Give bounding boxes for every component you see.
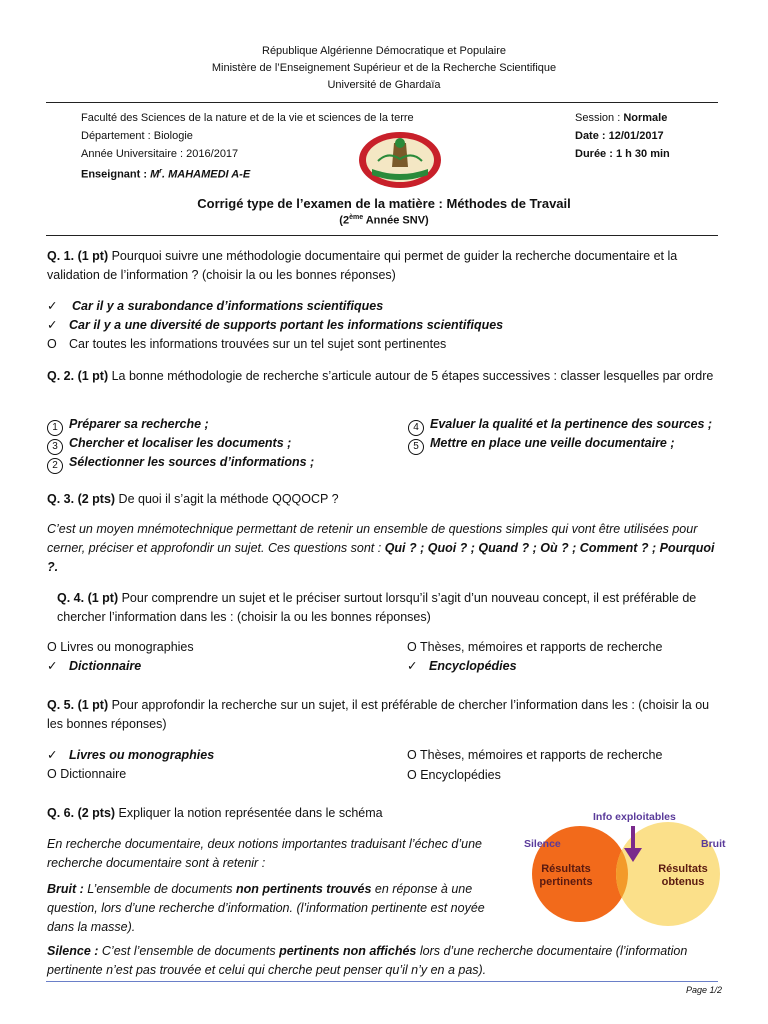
q6-bruit: Bruit : L’ensemble de documents non pertinents trouvés en réponse à une question, lors d’une recherche d’information. (l’information pertinente est noyée dans la masse). xyxy=(47,882,485,934)
q1-option-1: ✓ Car il y a surabondance d’informations scientifiques xyxy=(47,299,384,313)
country-line: République Algérienne Démocratique et Populaire xyxy=(262,45,506,57)
ministry-line: Ministère de l’Enseignement Supérieur et de la Recherche Scientifique xyxy=(211,62,557,74)
q4-option-1: O Livres ou monographies xyxy=(47,640,194,654)
q2-step-5: 5 Mettre en place une veille documentaire ; xyxy=(408,434,675,455)
diagram-label-info: Info exploitables xyxy=(593,811,676,823)
question-5: Q. 5. (1 pt) Pour approfondir la recherche sur un sujet, il est préférable de chercher l’information dans les : (choisir la ou les bonnes réponses) xyxy=(47,698,710,731)
university-line: Université de Ghardaïa xyxy=(327,79,441,91)
q4-option-3: O Thèses, mémoires et rapports de recherche xyxy=(407,640,663,654)
exam-subtitle: (2ème Année SNV) xyxy=(339,214,429,227)
q5-option-2: O Dictionnaire xyxy=(47,767,127,781)
title-rule xyxy=(46,235,718,236)
question-3: Q. 3. (2 pts) De quoi il s’agit la méthode QQQOCP ? xyxy=(47,492,339,506)
header-rule xyxy=(46,102,718,103)
page-number: Page 1/2 xyxy=(685,985,722,995)
q6-silence: Silence : C’est l’ensemble de documents pertinents non affichés lors d’une recherche documentaire (l’information pertinente n’est pas trouvée et celui qui cherche peut penser qu’il n’y en a pas). xyxy=(47,944,688,977)
university-logo-icon xyxy=(358,131,442,189)
footer-rule xyxy=(46,981,718,982)
question-6: Q. 6. (2 pts) Expliquer la notion représentée dans le schéma xyxy=(47,806,383,820)
question-4: Q. 4. (1 pt) Pour comprendre un sujet et le préciser surtout lorsqu’il s’agit d’un nouveau concept, il est préférable de chercher l’information dans les : (choisir la ou les bonnes réponses) xyxy=(57,591,697,624)
q6-intro: En recherche documentaire, deux notions importantes traduisant l’échec d’une recherche documentaire sont à retenir : xyxy=(47,837,482,870)
q5-option-1: ✓ Livres ou monographies xyxy=(47,748,215,762)
diagram-left-line1: Résultats xyxy=(541,863,591,875)
q2-step-4: 4 Evaluer la qualité et la pertinence des sources ; xyxy=(408,415,712,436)
faculty: Faculté des Sciences de la nature et de la vie et sciences de la terre xyxy=(81,112,414,124)
q2-step-2: 3 Chercher et localiser les documents ; xyxy=(47,434,291,455)
duration: Durée : 1 h 30 min xyxy=(575,148,670,160)
diagram-right-line2: obtenus xyxy=(661,876,705,888)
q2-step-3: 2 Sélectionner les sources d’informations ; xyxy=(47,453,314,474)
q5-option-3: O Thèses, mémoires et rapports de recherche xyxy=(407,748,663,762)
exam-title: Corrigé type de l’examen de la matière : Méthodes de Travail xyxy=(197,196,571,211)
diagram-left-line2: pertinents xyxy=(539,876,593,888)
silence-bruit-diagram xyxy=(518,804,732,926)
q4-option-4: ✓ Encyclopédies xyxy=(407,659,517,673)
q1-option-2: ✓ Car il y a une diversité de supports portant les informations scientifiques xyxy=(47,318,504,332)
question-2: Q. 2. (1 pt) La bonne méthodologie de recherche s’articule autour de 5 étapes successives : classer lesquelles par ordre xyxy=(47,369,714,383)
academic-year: Année Universitaire : 2016/2017 xyxy=(81,148,239,160)
q3-answer: C’est un moyen mnémotechnique permettant de retenir un ensemble de questions simples qui vont être utilisées pour cerner, préciser et approfondir un sujet. Ces questions sont : Qui ? ; Quoi ? ; Quand ? ; Où ? ; Comment ? ; Pourquoi ?. xyxy=(47,522,715,574)
session: Session : Normale xyxy=(575,112,668,124)
q4-option-2: ✓ Dictionnaire xyxy=(47,659,142,673)
diagram-right-line1: Résultats xyxy=(658,863,708,875)
diagram-label-silence: Silence xyxy=(524,838,561,850)
exam-date: Date : 12/01/2017 xyxy=(575,130,664,142)
q5-option-4: O Encyclopédies xyxy=(407,768,501,782)
q2-step-1: 1 Préparer sa recherche ; xyxy=(47,415,209,436)
department: Département : Biologie xyxy=(81,130,193,142)
diagram-label-bruit: Bruit xyxy=(701,838,726,850)
q1-option-3: O Car toutes les informations trouvées sur un tel sujet sont pertinentes xyxy=(47,337,447,351)
question-1: Q. 1. (1 pt) Pourquoi suivre une méthodologie documentaire qui permet de guider la recherche documentaire et la validation de l’information ? (choisir la ou les bonnes réponses) xyxy=(47,249,678,282)
teacher: Enseignant : $M^r$. MAHAMEDI A-E xyxy=(81,168,251,181)
